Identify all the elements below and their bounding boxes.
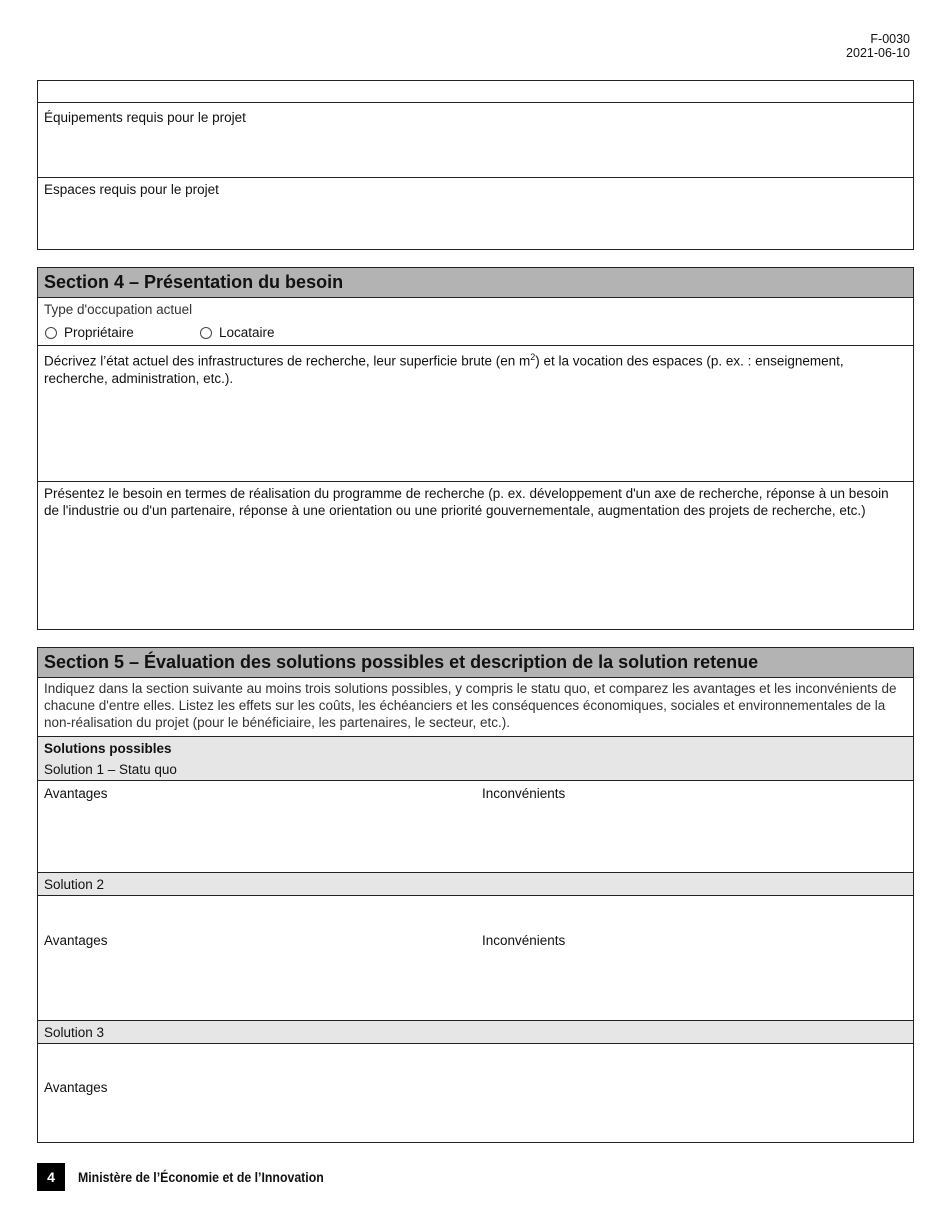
radio-circle[interactable] bbox=[45, 327, 57, 339]
superscript-two: 2 bbox=[530, 352, 536, 362]
divider bbox=[38, 481, 913, 482]
ministry-name: Ministère de l’Économie et de l’Innovation bbox=[78, 1169, 324, 1185]
space-label: Espaces requis pour le projet bbox=[44, 182, 219, 197]
section-4 bbox=[37, 267, 914, 630]
describe-prompt-end: ) et la vocation des espaces (p. ex. : enseignement, recherche, administration, etc.). bbox=[44, 353, 844, 386]
radio-circle[interactable] bbox=[200, 327, 212, 339]
need-field[interactable] bbox=[38, 540, 913, 628]
solution-1-label: Solution 1 – Statu quo bbox=[38, 758, 913, 781]
solution-1-advantages-field[interactable] bbox=[38, 781, 475, 872]
solution-2-disadvantages-label: Inconvénients bbox=[482, 933, 566, 948]
describe-prompt bbox=[44, 349, 907, 387]
solution-1-disadvantages-field[interactable] bbox=[475, 781, 913, 872]
solution-1-disadvantages-label: Inconvénients bbox=[482, 786, 566, 801]
form-code: F-0030 bbox=[870, 32, 910, 46]
occupation-label: Type d'occupation actuel bbox=[44, 302, 193, 317]
section-4-title: Section 4 – Présentation du besoin bbox=[38, 268, 913, 298]
solution-1-advantages-label: Avantages bbox=[44, 786, 108, 801]
radio-owner-label: Propriétaire bbox=[64, 325, 134, 340]
solution-3-advantages-field[interactable] bbox=[38, 1043, 475, 1141]
equipment-label: Équipements requis pour le projet bbox=[44, 110, 246, 125]
solution-2-advantages-field[interactable] bbox=[38, 895, 475, 1020]
solution-3-advantages-label: Avantages bbox=[44, 1080, 108, 1095]
describe-prompt-start: Décrivez l’état actuel des infrastructures de recherche, leur superficie brute (en m bbox=[44, 353, 531, 369]
form-code-block bbox=[846, 32, 910, 60]
solution-2-disadvantages-field[interactable] bbox=[475, 895, 913, 1020]
radio-tenant-label: Locataire bbox=[219, 325, 275, 340]
page-number: 4 bbox=[37, 1163, 65, 1191]
solution-3-label: Solution 3 bbox=[38, 1020, 913, 1044]
form-date: 2021-06-10 bbox=[846, 46, 910, 60]
space-field[interactable] bbox=[38, 178, 913, 248]
radio-owner[interactable] bbox=[45, 325, 134, 340]
equipment-field[interactable] bbox=[38, 104, 913, 177]
section-5 bbox=[37, 647, 914, 1143]
solution-2-advantages-label: Avantages bbox=[44, 933, 108, 948]
solution-2-label: Solution 2 bbox=[38, 872, 913, 896]
section-5-intro: Indiquez dans la section suivante au moins trois solutions possibles, y compris le statu quo, et comparez les avantages et les inconvénients de chacune d'entre elles. Listez les effets sur les coûts, les échéanciers et les conséquences économiques, sociales et environnementales de la non-réalisation du projet (pour le bénéficiaire, les partenaires, le secteur, etc.). bbox=[44, 681, 897, 730]
need-prompt: Présentez le besoin en termes de réalisation du programme de recherche (p. ex. développement d'un axe de recherche, réponse à un besoin de l'industrie ou d'un partenaire, réponse à une orientation ou une priorité gouvernementale, augmentation des projets de recherche, etc.) bbox=[44, 486, 889, 518]
divider bbox=[38, 102, 913, 103]
requirements-table bbox=[37, 80, 914, 250]
radio-tenant[interactable] bbox=[200, 325, 275, 340]
describe-field[interactable] bbox=[38, 386, 913, 480]
solutions-heading: Solutions possibles bbox=[38, 736, 913, 760]
section-5-title: Section 5 – Évaluation des solutions possibles et description de la solution retenue bbox=[38, 648, 913, 678]
divider bbox=[38, 345, 913, 346]
